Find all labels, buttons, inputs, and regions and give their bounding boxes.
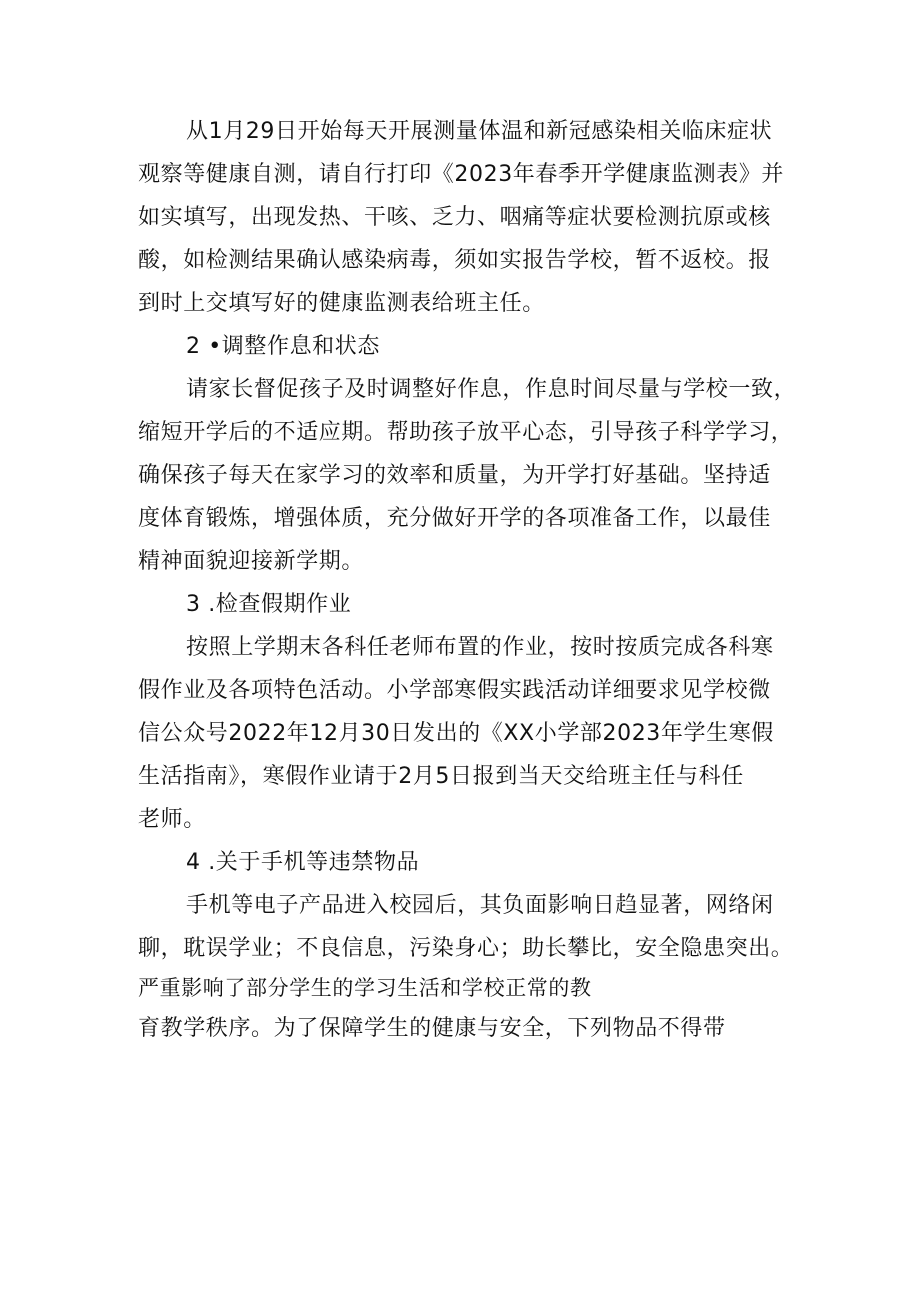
paragraph-line: 从1月29日开始每天开展测量体温和新冠感染相关临床症状	[186, 119, 773, 144]
paragraph-line: 聊，耽误学业；不良信息，污染身心；助长攀比，安全隐患突出。	[138, 936, 794, 961]
paragraph-line: 精神面貌迎接新学期。	[138, 549, 365, 574]
paragraph-line: 手机等电子产品进入校园后，其负面影响日趋显著，网络闲	[186, 893, 774, 918]
paragraph-line: 信公众号2022年12月30日发出的《XX小学部2023年学生寒假	[138, 721, 774, 746]
paragraph-line: 育教学秩序。为了保障学生的健康与安全，下列物品不得带	[138, 1016, 726, 1041]
paragraph-line: 观察等健康自测，请自行打印《2023年春季开学健康监测表》并	[138, 162, 784, 187]
paragraph-line: 到时上交填写好的健康监测表给班主任。	[138, 291, 545, 316]
paragraph-line: 生活指南》，寒假作业请于2月5日报到当天交给班主任与科任	[138, 764, 744, 789]
paragraph-line: 按照上学期末各科任老师布置的作业，按时按质完成各科寒	[186, 635, 774, 660]
paragraph-line: 假作业及各项特色活动。小学部寒假实践活动详细要求见学校微	[138, 678, 771, 703]
paragraph-line: 缩短开学后的不适应期。帮助孩子放平心态，引导孩子科学学习，	[138, 420, 794, 445]
paragraph-line: 老师。	[138, 807, 206, 832]
paragraph-line: 如实填写，出现发热、干咳、乏力、咽痛等症状要检测抗原或核	[138, 205, 771, 230]
paragraph-line: 酸，如检测结果确认感染病毒，须如实报告学校，暂不返校。报	[138, 248, 771, 273]
paragraph-line: 确保孩子每天在家学习的效率和质量，为开学打好基础。坚持适	[138, 463, 771, 488]
paragraph-line: 严重影响了部分学生的学习生活和学校正常的教	[138, 976, 592, 1000]
paragraph-line: 度体育锻炼，增强体质，充分做好开学的各项准备工作，以最佳	[138, 506, 771, 531]
paragraph-line: 请家长督促孩子及时调整好作息，作息时间尽量与学校一致，	[186, 377, 797, 402]
section-heading: 3 .检查假期作业	[186, 592, 352, 617]
section-heading: 4 .关于手机等违禁物品	[186, 850, 420, 875]
section-heading: 2 •调整作息和状态	[186, 334, 380, 359]
